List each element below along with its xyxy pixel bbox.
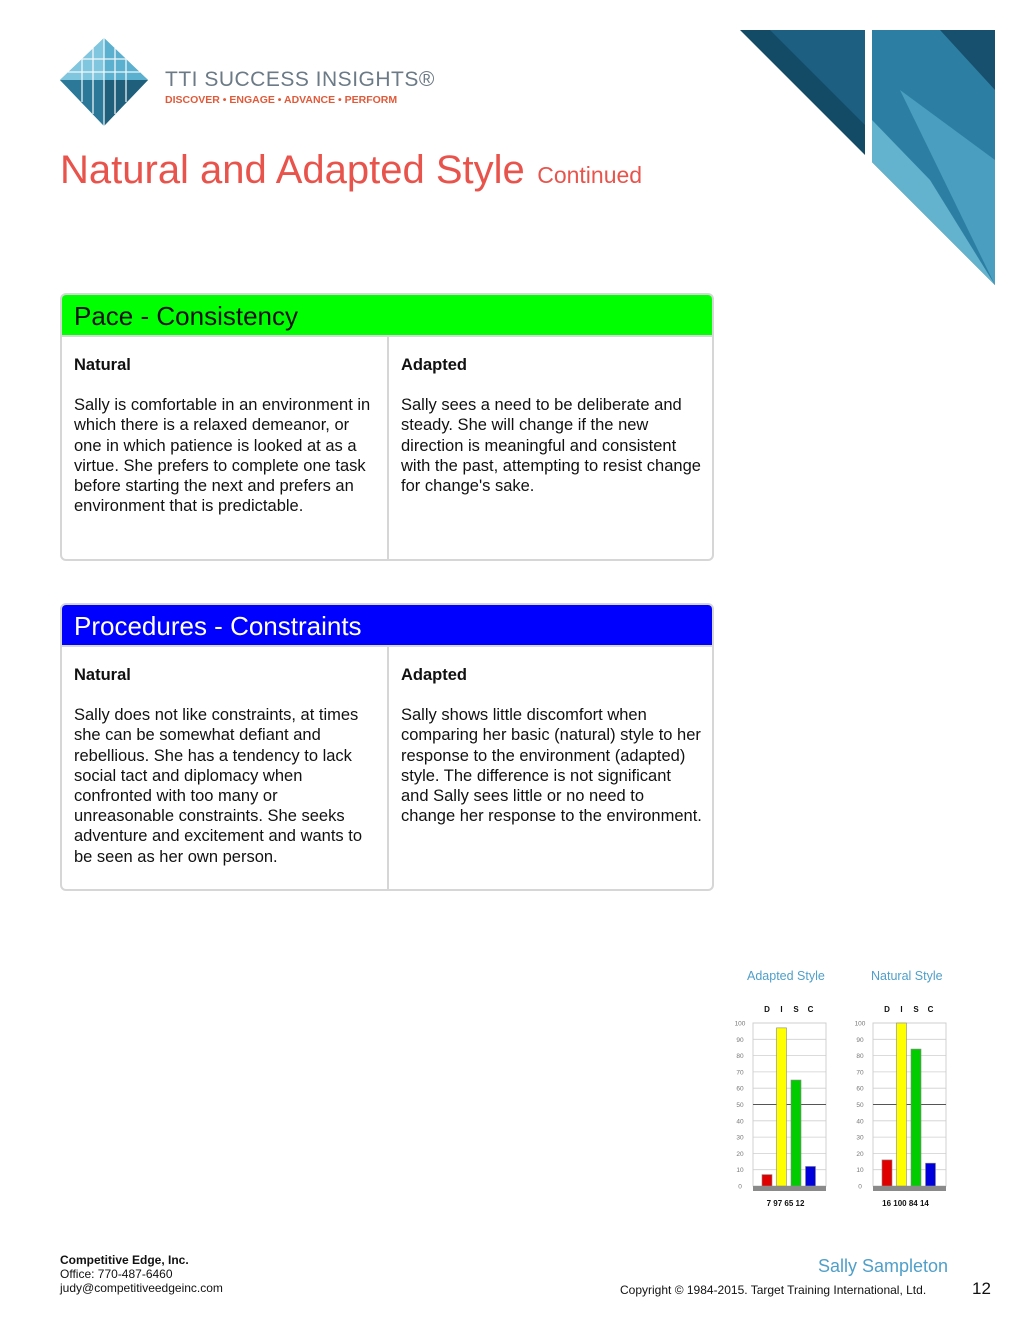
natural-chart-title: Natural Style xyxy=(871,969,943,983)
tti-diamond-logo-icon xyxy=(58,36,150,128)
footer-email: judy@competitiveedgeinc.com xyxy=(60,1281,223,1295)
section-heading: Procedures - Constraints xyxy=(62,605,712,647)
logo-name: TTI SUCCESS INSIGHTS® xyxy=(165,68,435,91)
chart-base xyxy=(753,1186,826,1191)
y-tick-label: 30 xyxy=(856,1134,864,1142)
y-tick-label: 100 xyxy=(854,1020,866,1028)
adapted-text: Sally shows little discomfort when comparing her basic (natural) style to her response to the environment (adapted) style. The difference is not significant and Sally sees little or no need to change her response to the environment. xyxy=(401,706,702,826)
bar-D xyxy=(882,1160,892,1186)
bar-S xyxy=(911,1049,921,1186)
natural-style-chart xyxy=(846,1000,950,1212)
y-tick-label: 0 xyxy=(738,1183,742,1191)
natural-text: Sally is comfortable in an environment in which there is a relaxed demeanor, or one in which patience is looked at as a virtue. She prefers to complete one task before starting the next and prefers an environment that is predictable. xyxy=(74,396,371,516)
category-label: I xyxy=(780,1005,783,1014)
section-heading: Pace - Consistency xyxy=(62,295,712,337)
footer-copyright: Copyright © 1984-2015. Target Training International, Ltd. xyxy=(620,1283,927,1297)
y-tick-label: 20 xyxy=(736,1150,744,1158)
bar-I xyxy=(897,1023,907,1186)
bar-S xyxy=(791,1080,801,1186)
natural-column xyxy=(62,337,387,559)
natural-label: Natural xyxy=(74,356,131,374)
adapted-label: Adapted xyxy=(401,666,467,684)
category-label: C xyxy=(927,1005,934,1014)
bar-C xyxy=(806,1166,816,1186)
logo-tagline: DISCOVER • ENGAGE • ADVANCE • PERFORM xyxy=(165,94,398,106)
natural-text: Sally does not like constraints, at times she can be somewhat defiant and rebellious. She has a tendency to lack social tact and diplomacy when confronted with too many or unreasonable constraints. She seeks adventure and excitement and wants to be seen as her own person. xyxy=(74,706,363,866)
footer-company: Competitive Edge, Inc. xyxy=(60,1253,189,1267)
adapted-column xyxy=(387,647,712,889)
y-tick-label: 10 xyxy=(856,1167,864,1175)
value-labels: 16 100 84 14 xyxy=(882,1199,929,1208)
footer-office-phone: Office: 770-487-6460 xyxy=(60,1267,173,1281)
y-tick-label: 50 xyxy=(736,1102,744,1109)
y-tick-label: 70 xyxy=(856,1069,864,1077)
y-tick-label: 90 xyxy=(856,1036,864,1044)
page-number: 12 xyxy=(972,1279,991,1298)
y-tick-label: 50 xyxy=(856,1102,864,1109)
category-label: D xyxy=(764,1005,770,1014)
natural-column xyxy=(62,647,387,889)
adapted-column xyxy=(387,337,712,559)
adapted-label: Adapted xyxy=(401,356,467,374)
y-tick-label: 90 xyxy=(736,1036,744,1044)
category-label: I xyxy=(900,1005,903,1014)
category-label: S xyxy=(913,1005,919,1014)
bar-D xyxy=(762,1175,772,1186)
category-label: S xyxy=(793,1005,799,1014)
y-tick-label: 60 xyxy=(736,1085,744,1093)
footer-person-name: Sally Sampleton xyxy=(818,1256,949,1276)
bar-C xyxy=(926,1163,936,1186)
logo-wordmark xyxy=(165,68,435,106)
y-tick-label: 40 xyxy=(736,1118,744,1126)
y-tick-label: 100 xyxy=(734,1020,746,1028)
value-labels: 7 97 65 12 xyxy=(766,1199,805,1208)
footer-contact xyxy=(60,1253,223,1295)
y-tick-label: 10 xyxy=(736,1167,744,1175)
y-tick-label: 60 xyxy=(856,1085,864,1093)
y-tick-label: 0 xyxy=(858,1183,862,1191)
adapted-chart-title: Adapted Style xyxy=(747,969,825,983)
section-procedures-constraints xyxy=(60,603,714,891)
page-title-continued: Continued xyxy=(537,162,643,188)
chart-base xyxy=(873,1186,946,1191)
y-tick-label: 80 xyxy=(736,1053,744,1061)
y-tick-label: 80 xyxy=(856,1053,864,1061)
y-tick-label: 40 xyxy=(856,1118,864,1126)
category-label: C xyxy=(807,1005,814,1014)
y-tick-label: 20 xyxy=(856,1150,864,1158)
decorative-corner-graphic xyxy=(740,30,995,285)
y-tick-label: 30 xyxy=(736,1134,744,1142)
page-title-main: Natural and Adapted Style xyxy=(60,148,525,192)
category-label: D xyxy=(884,1005,890,1014)
page-title xyxy=(60,148,642,193)
adapted-text: Sally sees a need to be deliberate and steady. She will change if the new direction is meaningful and consistent with the past, attempting to resist change for change's sake. xyxy=(401,396,701,496)
natural-label: Natural xyxy=(74,666,131,684)
adapted-style-chart xyxy=(726,1000,830,1212)
bar-I xyxy=(777,1028,787,1186)
section-pace-consistency xyxy=(60,293,714,561)
y-tick-label: 70 xyxy=(736,1069,744,1077)
